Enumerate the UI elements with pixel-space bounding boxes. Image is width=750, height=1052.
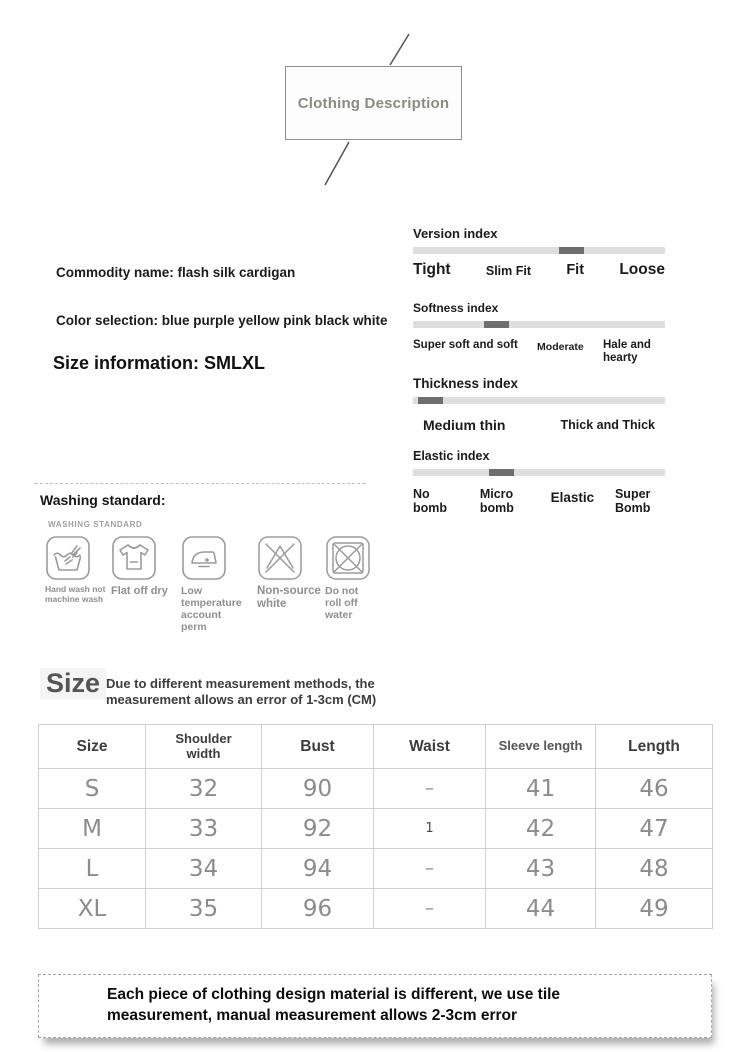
washing-subtitle: WASHING STANDARD: [48, 520, 143, 529]
option-micro-bomb: Micro bomb: [479, 487, 514, 516]
index-version-track: [413, 247, 665, 254]
cell-bust: 94: [262, 849, 374, 889]
index-elastic-options: [413, 487, 665, 516]
index-thickness-marker: [418, 397, 443, 404]
no-bleach-icon: [257, 535, 303, 581]
size-table-header-row: [39, 725, 713, 769]
commodity-name: Commodity name: flash silk cardigan: [56, 265, 296, 280]
col-waist: Waist: [374, 725, 486, 769]
index-version-marker: [559, 247, 584, 254]
iron-low-icon: [181, 535, 227, 581]
cell-size: XL: [39, 889, 146, 929]
page-title-box: [285, 66, 462, 140]
wash-item-label: Hand wash not machine wash: [45, 584, 106, 604]
option-slim-fit: Slim Fit: [485, 264, 532, 278]
cell-length: 48: [596, 849, 713, 889]
cell-length: 46: [596, 769, 713, 809]
flat-dry-icon: [111, 535, 157, 581]
cell-shoulder: 34: [146, 849, 262, 889]
index-thickness-options: [413, 417, 665, 433]
cell-bust: 90: [262, 769, 374, 809]
index-thickness-track: [413, 397, 665, 404]
wash-item-flat-dry: [111, 535, 181, 598]
washing-title: Washing standard:: [40, 492, 166, 508]
option-tight: Tight: [413, 261, 451, 278]
table-row-m: [39, 809, 713, 849]
cell-bust: 96: [262, 889, 374, 929]
option-fit: Fit: [566, 262, 585, 278]
size-section-note: Due to different measurement methods, the measurement allows an error of 1-3cm (CM): [106, 676, 377, 707]
option-elastic: Elastic: [550, 490, 595, 505]
cell-sleeve: 44: [486, 889, 596, 929]
hand-wash-icon: [45, 535, 91, 581]
index-softness-track: [413, 321, 665, 328]
wash-item-label: Non-source white: [257, 585, 321, 611]
size-table: [38, 724, 713, 929]
option-super-bomb: Super Bomb: [614, 487, 651, 516]
index-softness-marker: [484, 321, 509, 328]
option-moderate: Moderate: [537, 341, 584, 353]
cell-shoulder: 33: [146, 809, 262, 849]
cell-length: 47: [596, 809, 713, 849]
page-title: Clothing Description: [297, 94, 450, 112]
cell-size: M: [39, 809, 146, 849]
index-softness: [413, 301, 665, 365]
col-shoulder-width: Shoulder width: [146, 725, 262, 769]
wash-item-no-wring: [325, 535, 375, 621]
wash-item-label: Flat off dry: [111, 585, 168, 597]
cell-shoulder: 32: [146, 769, 262, 809]
index-softness-label: Softness index: [413, 301, 499, 315]
option-hale-hearty: Hale and hearty: [603, 339, 651, 365]
table-row-s: [39, 769, 713, 809]
cell-sleeve: 43: [486, 849, 596, 889]
measurement-note: Each piece of clothing design material is different, we use tile measurement, manual measurement allows 2-3cm error: [107, 986, 561, 1024]
index-elastic-marker: [489, 469, 514, 476]
size-section-title: Size: [40, 668, 106, 699]
washing-icons-row: [45, 535, 375, 633]
index-elastic-track: [413, 469, 665, 476]
option-super-soft: Super soft and soft: [413, 339, 518, 351]
index-elastic: [413, 449, 665, 516]
cell-waist: –: [374, 889, 486, 929]
table-row-l: [39, 849, 713, 889]
size-information: Size information: SMLXL: [53, 353, 266, 373]
index-version: [413, 226, 665, 279]
table-row-xl: [39, 889, 713, 929]
option-no-bomb: No bomb: [413, 487, 448, 516]
option-medium-thin: Medium thin: [423, 417, 506, 433]
col-bust: Bust: [262, 725, 374, 769]
no-wring-icon: [325, 535, 371, 581]
index-version-options: [413, 261, 665, 279]
dashed-divider: [35, 483, 365, 484]
wash-item-hand-wash: [45, 535, 111, 605]
col-size: Size: [39, 725, 146, 769]
color-selection: Color selection: blue purple yellow pink black white: [56, 313, 388, 328]
index-thickness-label: Thickness index: [413, 376, 519, 391]
cell-waist: –: [374, 849, 486, 889]
wash-item-no-bleach: [257, 535, 325, 611]
wash-item-iron: [181, 535, 257, 633]
option-loose: Loose: [619, 261, 665, 278]
measurement-note-box: [38, 974, 712, 1038]
wash-item-label: Low temperature account perm: [181, 585, 242, 634]
index-elastic-label: Elastic index: [413, 449, 490, 463]
col-length: Length: [596, 725, 713, 769]
wash-item-label: Do not roll off water: [325, 585, 359, 622]
cell-sleeve: 41: [486, 769, 596, 809]
cell-waist: –: [374, 769, 486, 809]
cell-shoulder: 35: [146, 889, 262, 929]
option-thick: Thick and Thick: [560, 418, 655, 432]
index-thickness: [413, 376, 665, 433]
cell-length: 49: [596, 889, 713, 929]
cell-size: L: [39, 849, 146, 889]
index-version-label: Version index: [413, 226, 498, 241]
cell-sleeve: 42: [486, 809, 596, 849]
index-softness-options: [413, 339, 665, 365]
cell-waist: 1: [374, 809, 486, 849]
cell-size: S: [39, 769, 146, 809]
cell-bust: 92: [262, 809, 374, 849]
col-sleeve-length: Sleeve length: [486, 725, 596, 769]
